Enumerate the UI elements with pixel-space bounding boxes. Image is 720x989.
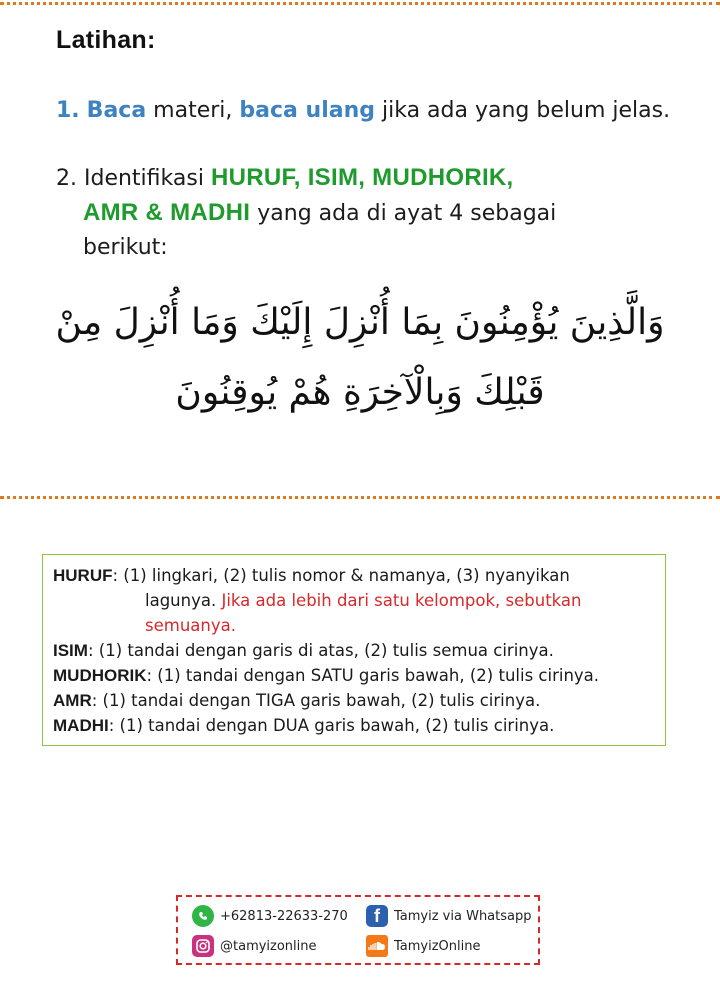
legend-mudhorik-term: MUDHORIK [53, 666, 147, 685]
legend-mudhorik-text: : (1) tandai dengan SATU garis bawah, (2) tulis cirinya. [146, 666, 600, 685]
middle-dotted-divider [0, 496, 720, 499]
legend-madhi-term: MADHI [53, 716, 109, 735]
contact-instagram[interactable] [192, 935, 317, 957]
contact-footer [176, 895, 540, 965]
legend-huruf-note-1: Jika ada lebih dari satu kelompok, sebutkan [221, 591, 582, 610]
soundcloud-label: TamyizOnline [394, 938, 481, 954]
whatsapp-icon [192, 905, 214, 927]
contact-facebook[interactable] [366, 905, 531, 927]
top-dotted-divider [0, 2, 720, 5]
legend-huruf-note-2: semuanya. [145, 616, 236, 635]
instagram-icon [192, 935, 214, 957]
legend-mudhorik [53, 663, 655, 688]
page-title: Latihan: [56, 26, 156, 54]
legend-madhi-text: : (1) tandai dengan DUA garis bawah, (2) tulis cirinya. [108, 716, 555, 735]
legend-amr [53, 688, 655, 713]
legend-amr-term: AMR [53, 691, 92, 710]
facebook-label: Tamyiz via Whatsapp [394, 908, 532, 924]
item1-text-b: jika ada yang belum jelas. [375, 98, 671, 123]
item1-text-a: materi, [146, 98, 240, 123]
instruction-legend-box [42, 554, 666, 746]
ayat-line-2: قَبْلِكَ وَبِالْآخِرَةِ هُمْ يُوقِنُونَ [175, 372, 545, 413]
legend-madhi [53, 713, 655, 738]
legend-huruf-cont-line [53, 588, 655, 613]
legend-huruf-text: : (1) lingkari, (2) tulis nomor & namanya, (3) nyanyikan [112, 566, 570, 585]
item2-terms-line2: AMR & MADHI [83, 199, 251, 226]
item1-baca-ulang: baca ulang [239, 98, 376, 123]
instagram-handle: @tamyizonline [220, 938, 317, 954]
item2-number: 2. [56, 166, 77, 191]
item2-line2 [56, 196, 676, 231]
whatsapp-number: +62813-22633-270 [220, 908, 348, 924]
facebook-icon: f [366, 905, 388, 927]
legend-huruf [53, 563, 655, 638]
legend-isim [53, 638, 655, 663]
instruction-item-1 [56, 94, 670, 128]
item1-number: 1. [56, 98, 80, 123]
legend-isim-term: ISIM [53, 641, 88, 660]
legend-amr-text: : (1) tandai dengan TIGA garis bawah, (2) tulis cirinya. [91, 691, 541, 710]
item1-baca: Baca [86, 98, 147, 123]
item2-line3: berikut: [83, 235, 168, 260]
legend-huruf-term: HURUF [53, 566, 113, 585]
contact-whatsapp[interactable] [192, 905, 348, 927]
ayat-line-1: وَالَّذِينَ يُؤْمِنُونَ بِمَا أُنْزِلَ إِلَيْكَ وَمَا أُنْزِلَ مِنْ [55, 302, 665, 343]
item2-rest-line2: yang ada di ayat 4 sebagai [250, 201, 557, 226]
item2-terms-line1: HURUF, ISIM, MUDHORIK, [210, 164, 514, 191]
instruction-item-2 [56, 161, 676, 265]
legend-huruf-cont: lagunya. [145, 591, 222, 610]
item2-intro: Identifikasi [84, 166, 211, 191]
contact-soundcloud[interactable] [366, 935, 480, 957]
legend-isim-text: : (1) tandai dengan garis di atas, (2) tulis semua cirinya. [87, 641, 554, 660]
soundcloud-icon [366, 935, 388, 957]
